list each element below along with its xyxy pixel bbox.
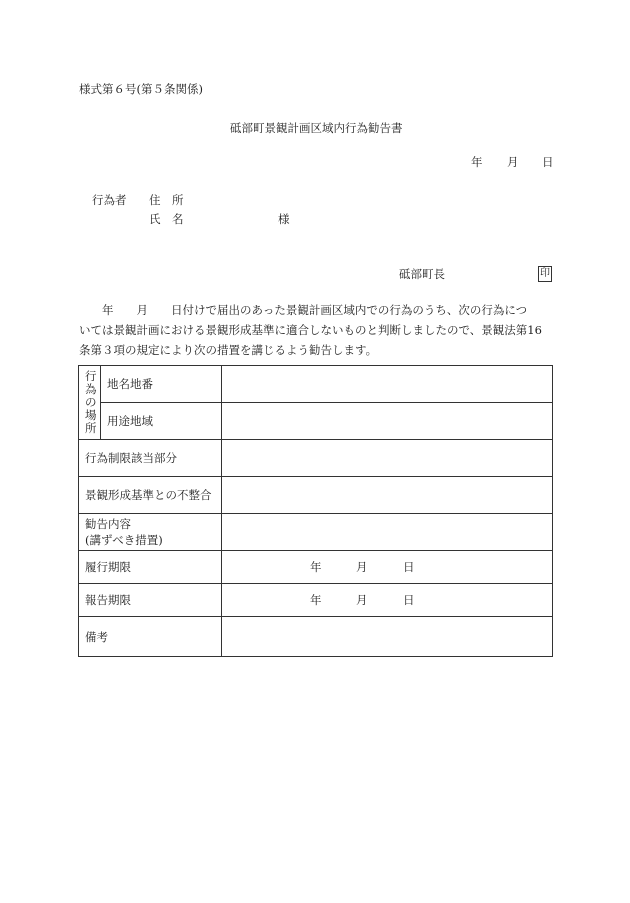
restricted-part-label: 行為制限該当部分 [79,440,222,477]
report-deadline-label: 報告期限 [79,584,222,617]
issuer-title: 砥部町長 [399,267,445,281]
recommendation-table [78,365,553,657]
table-row [79,551,553,584]
recommendation-value[interactable] [222,514,553,551]
honorific: 様 [278,212,290,226]
zoning-value[interactable] [222,403,553,440]
deadline-month: 月 [356,560,368,574]
body-line-2: いては景観計画における景観形成基準に適合しないものと判断しましたので、景観法第16 [79,323,542,337]
table-row [79,477,553,514]
deadline-label: 履行期限 [79,551,222,584]
date-day: 日 [542,155,554,169]
body-line-1: 年 月 日付けで届出のあった景観計画区域内での行為のうち、次の行為につ [79,303,528,317]
restricted-part-value[interactable] [222,440,553,477]
recommendation-label: 勧告内容 (講ずべき措置) [79,514,222,551]
nonconformity-value[interactable] [222,477,553,514]
table-row [79,440,553,477]
table-row [79,514,553,551]
report-day: 日 [403,593,415,607]
date-year: 年 [471,155,483,169]
table-row [79,584,553,617]
report-deadline-value[interactable] [222,584,553,617]
form-number: 様式第６号(第５条関係) [79,82,203,96]
lot-number-value[interactable] [222,366,553,403]
table-row [79,617,553,657]
deadline-value[interactable] [222,551,553,584]
name-label: 氏 名 [149,212,184,226]
zoning-label: 用途地域 [101,403,222,440]
body-paragraph [79,300,553,360]
remarks-label: 備考 [79,617,222,657]
deadline-year: 年 [310,560,322,574]
body-line-3: 条第３項の規定により次の措置を講じるよう勧告します。 [79,343,378,357]
actor-label: 行為者 [92,193,127,207]
lot-number-label: 地名地番 [101,366,222,403]
report-year: 年 [310,593,322,607]
table-row [79,403,553,440]
place-header: 行 為 の 場 所 [79,366,101,440]
table-row [79,366,553,403]
remarks-value[interactable] [222,617,553,657]
document-title: 砥部町景観計画区域内行為勧告書 [230,121,403,135]
address-label: 住 所 [149,193,184,207]
date-month: 月 [507,155,519,169]
report-month: 月 [356,593,368,607]
deadline-day: 日 [403,560,415,574]
seal-mark: 印 [538,266,552,282]
nonconformity-label: 景観形成基準との不整合 [79,477,222,514]
